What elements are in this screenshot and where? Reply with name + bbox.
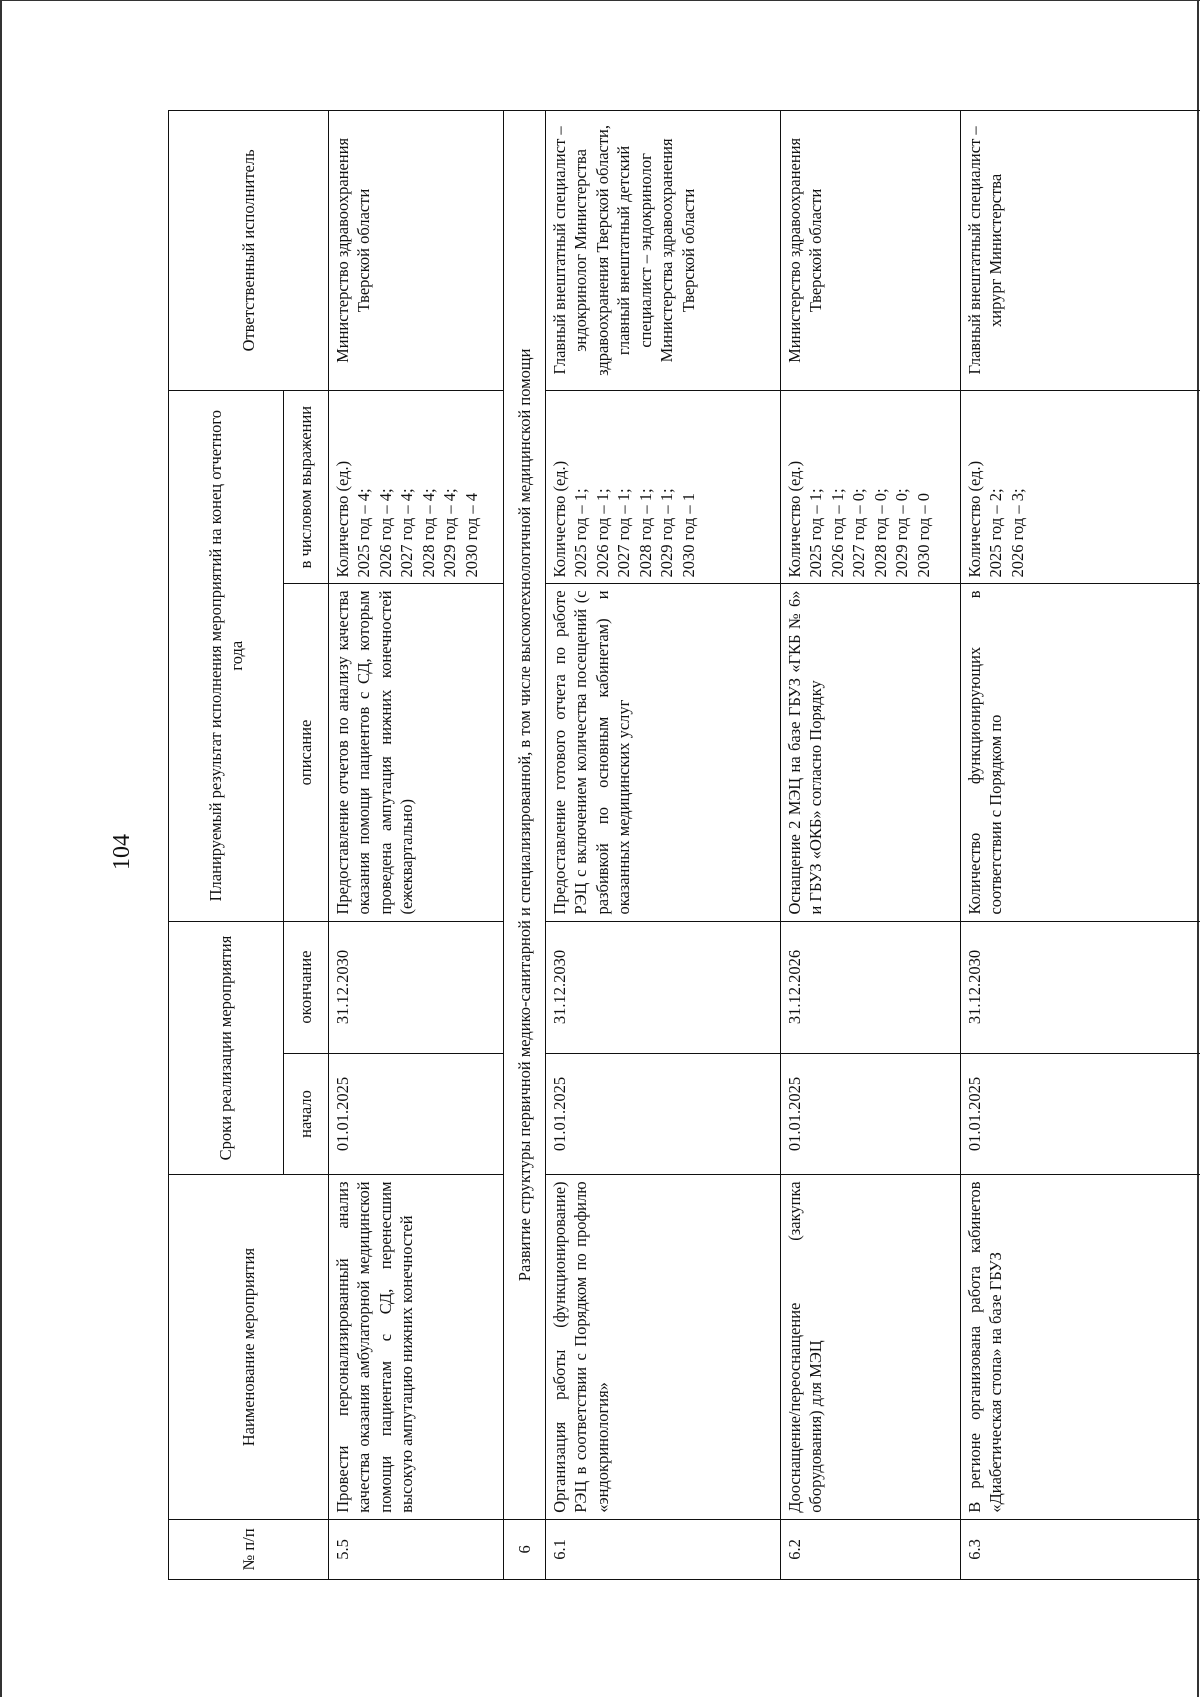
row-numeric: Количество (ед.) 2025 год – 1; 2026 год – 1; 2027 год – 0; 2028 год – 0; 2029 год – 0; 2030 год – 0 xyxy=(781,390,961,584)
row-name: Организация работы (функционирование) РЭЦ в соответствии с Порядком по профилю «эндокринология» xyxy=(546,1175,781,1519)
row-description: Количество функционирующих в соответствии с Порядком по xyxy=(961,584,1200,921)
rotated-table-wrapper xyxy=(168,110,1200,1580)
table-header xyxy=(169,111,329,1580)
row-responsible: Министерство здравоохранения Тверской области xyxy=(781,111,961,391)
table-row xyxy=(781,111,961,1580)
plan-table xyxy=(168,110,1200,1580)
row-num: 5.5 xyxy=(329,1519,504,1579)
row-end: 31.12.2030 xyxy=(961,921,1200,1053)
row-responsible: Главный внештатный специалист – эндокринолог Министерства здравоохранения Тверской области, главный внештатный детский специалист – эндокринолог Министерства здравоохранения Тверской области xyxy=(546,111,781,391)
scan-edge-left xyxy=(0,0,2,1697)
row-description: Предоставление готового отчета по работе РЭЦ с включением количества посещений (с разбивкой по основным кабинетам) и оказанных медицинских услуг xyxy=(546,584,781,921)
row-end: 31.12.2030 xyxy=(546,921,781,1053)
section-num: 6 xyxy=(504,1519,546,1579)
row-responsible: Главный внештатный специалист – хирург Министерства xyxy=(961,111,1200,391)
row-numeric: Количество (ед.) 2025 год – 2; 2026 год – 3; xyxy=(961,390,1200,584)
row-end: 31.12.2026 xyxy=(781,921,961,1053)
row-num: 6.3 xyxy=(961,1519,1200,1579)
row-start: 01.01.2025 xyxy=(961,1053,1200,1175)
header-num: № п/п xyxy=(169,1519,329,1579)
header-terms: Сроки реализации мероприятия xyxy=(169,921,284,1175)
section-row xyxy=(504,111,546,1580)
row-description: Оснащение 2 МЭЦ на базе ГБУЗ «ГКБ № 6» и ГБУЗ «ОКБ» согласно Порядку xyxy=(781,584,961,921)
row-num: 6.2 xyxy=(781,1519,961,1579)
table-row xyxy=(329,111,504,1580)
row-name: Провести персонализированный анализ качества оказания амбулаторной медицинской помощи пациентам с СД, перенесшим высокую ампутацию нижних конечностей xyxy=(329,1175,504,1519)
header-result: Планируемый результат исполнения мероприятий на конец отчетного года xyxy=(169,390,284,921)
page-number: 104 xyxy=(109,834,135,870)
section-title: Развитие структуры первичной медико-санитарной и специализированной, в том числе высокотехнологичной медицинской помощи xyxy=(504,111,546,1520)
header-numeric: в числовом выражении xyxy=(284,390,329,584)
row-start: 01.01.2025 xyxy=(546,1053,781,1175)
row-name: Дооснащение/переоснащение (закупка оборудования) для МЭЦ xyxy=(781,1175,961,1519)
row-start: 01.01.2025 xyxy=(329,1053,504,1175)
row-numeric: Количество (ед.) 2025 год – 4; 2026 год – 4; 2027 год – 4; 2028 год – 4; 2029 год – 4; 2030 год – 4 xyxy=(329,390,504,584)
table-row xyxy=(961,111,1200,1580)
scan-edge-top xyxy=(0,0,1200,1)
header-responsible: Ответственный исполнитель xyxy=(169,111,329,391)
row-end: 31.12.2030 xyxy=(329,921,504,1053)
row-responsible: Министерство здравоохранения Тверской области xyxy=(329,111,504,391)
header-description: описание xyxy=(284,584,329,921)
header-start: начало xyxy=(284,1053,329,1175)
row-description: Предоставление отчетов по анализу качества оказания помощи пациентов с СД, которым проведена ампутация нижних конечностей (ежеквартально) xyxy=(329,584,504,921)
header-name: Наименование мероприятия xyxy=(169,1175,329,1519)
row-numeric: Количество (ед.) 2025 год – 1; 2026 год – 1; 2027 год – 1; 2028 год – 1; 2029 год – 1; 2030 год – 1 xyxy=(546,390,781,584)
row-name: В регионе организована работа кабинетов «Диабетическая стопа» на базе ГБУЗ xyxy=(961,1175,1200,1519)
header-end: окончание xyxy=(284,921,329,1053)
row-start: 01.01.2025 xyxy=(781,1053,961,1175)
row-num: 6.1 xyxy=(546,1519,781,1579)
table-row xyxy=(546,111,781,1580)
